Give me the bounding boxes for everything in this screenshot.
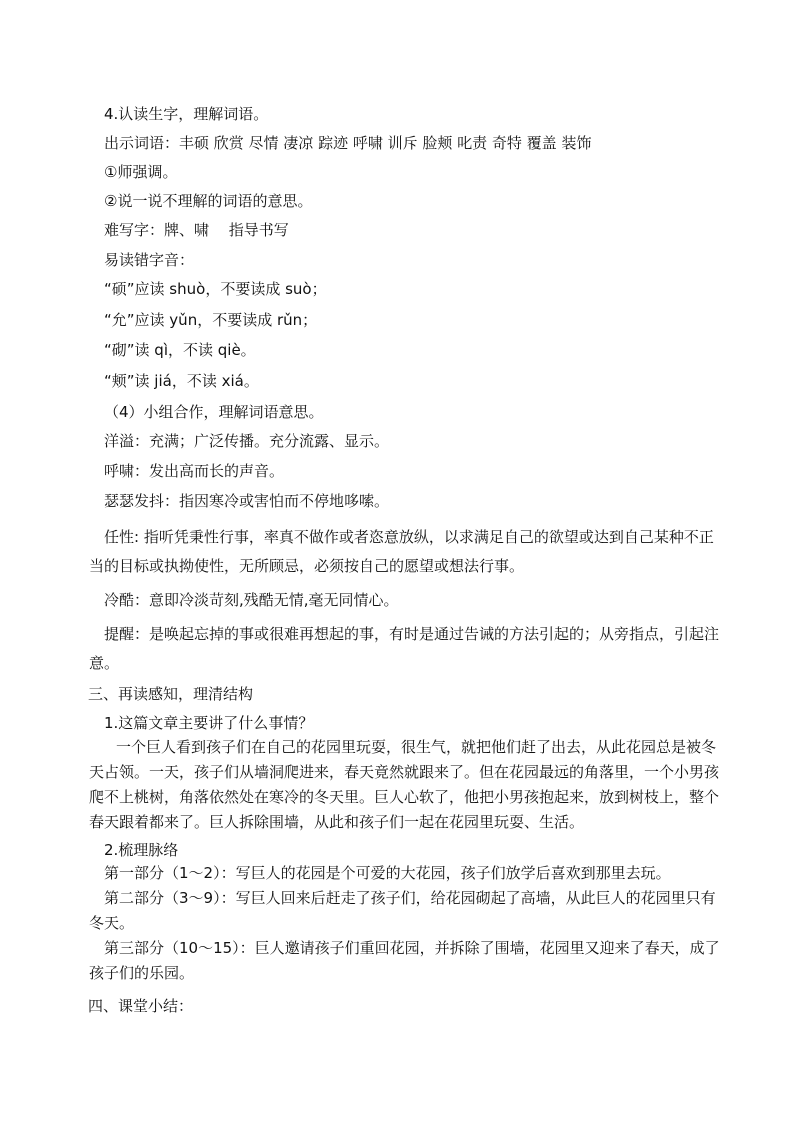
pronunciation-yun: “允”应读 yǔn，不要读成 rǔn； xyxy=(104,311,318,329)
section-3-title: 三、再读感知，理清结构 xyxy=(88,685,254,703)
structure-part-2: 第二部分（3～9）：写巨人回来后赶走了孩子们，给花园砌起了高墙，从此巨人的花园里只有冬天。 xyxy=(89,889,716,932)
pronunciation-shuo: “硕”应读 shuò，不要读成 suò； xyxy=(104,280,327,298)
question-2: 2.梳理脉络 xyxy=(104,841,179,859)
def-huxiao: 呼啸：发出高而长的声音。 xyxy=(104,462,285,480)
def-lengku: 冷酷：意即冷淡苛刻,残酷无情,毫无同情心。 xyxy=(104,591,399,609)
step-4-heading: 4.认读生字，理解词语。 xyxy=(104,105,269,123)
hard-characters: 难写字：牌、啸 指导书写 xyxy=(104,221,289,239)
pronunciation-heading: 易读错字音： xyxy=(104,251,195,269)
story-summary: 一个巨人看到孩子们在自己的花园里玩耍，很生气，就把他们赶了出去，从此花园总是被冬天占领。一天，孩子们从墙洞爬进来，春天竟然就跟来了。但在花园最远的角落里，一个小男孩爬不上桃树，角落依然处在寒冷的冬天里。巨人心软了，他把小男孩抱起来，放到树枝上，整个春天跟着都来了。巨人拆除围墙，从此和孩子们一起在花园里玩耍、生活。 xyxy=(89,738,720,831)
question-1: 1.这篇文章主要讲了什么事情？ xyxy=(104,714,314,732)
def-renxing: 任性: 指听凭秉性行事，率真不做作或者恣意放纵，以求满足自己的欲望或达到自己某种不正当的目标或执拗使性，无所顾忌，必须按自己的愿望或想法行事。 xyxy=(89,528,714,575)
def-yangyi: 洋溢：充满；广泛传播。充分流露、显示。 xyxy=(104,432,390,450)
structure-part-3: 第三部分（10～15）：巨人邀请孩子们重回花园，并拆除了围墙，花园里又迎来了春天，成了孩子们的乐园。 xyxy=(89,939,720,982)
def-tixing: 提醒：是唤起忘掉的事或很难再想起的事，有时是通过告诫的方法引起的；从旁指点，引起注意。 xyxy=(89,625,720,672)
pronunciation-qi: “砌”读 qì，不读 qiè。 xyxy=(104,341,256,359)
note-teacher-emphasis: ①师强调。 xyxy=(104,163,178,181)
pronunciation-jia: “颊”读 jiá，不读 xiá。 xyxy=(104,372,259,390)
structure-part-1: 第一部分（1～2）：写巨人的花园是个可爱的大花园，孩子们放学后喜欢到那里去玩。 xyxy=(104,864,671,882)
note-explain-words: ②说一说不理解的词语的意思。 xyxy=(104,192,313,210)
section-4-title: 四、课堂小结： xyxy=(88,997,194,1015)
vocab-list: 出示词语：丰硕 欣赏 尽情 凄凉 踪迹 呼啸 训斥 脸颊 叱责 奇特 覆盖 装饰 xyxy=(104,134,592,152)
group-work-heading: （4）小组合作，理解词语意思。 xyxy=(104,403,324,421)
def-sese: 瑟瑟发抖：指因寒冷或害怕而不停地哆嗦。 xyxy=(104,492,390,510)
